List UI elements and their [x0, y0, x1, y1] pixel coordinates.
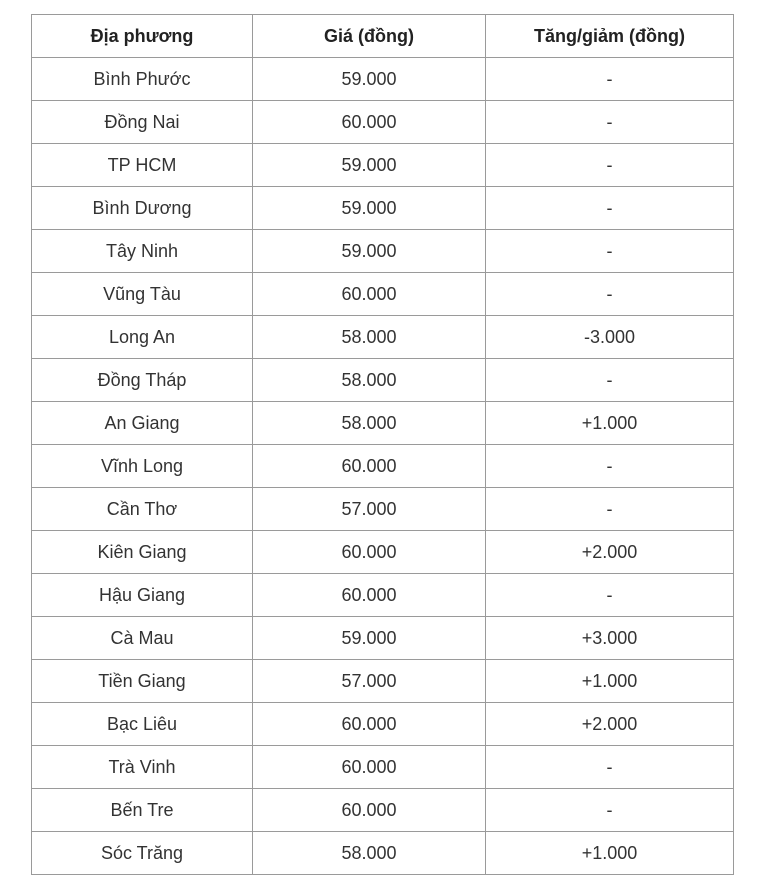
table-row — [32, 273, 734, 316]
table-row — [32, 746, 734, 789]
cell-change: - — [486, 101, 734, 144]
cell-change: - — [486, 574, 734, 617]
table-row — [32, 660, 734, 703]
cell-location: Cà Mau — [32, 617, 253, 660]
cell-price: 58.000 — [253, 402, 486, 445]
table-row — [32, 402, 734, 445]
cell-change: +1.000 — [486, 660, 734, 703]
cell-change: +2.000 — [486, 531, 734, 574]
cell-location: TP HCM — [32, 144, 253, 187]
table-row — [32, 703, 734, 746]
table-row — [32, 359, 734, 402]
table-row — [32, 101, 734, 144]
cell-location: Vũng Tàu — [32, 273, 253, 316]
cell-change: - — [486, 230, 734, 273]
cell-change: - — [486, 488, 734, 531]
cell-change: - — [486, 273, 734, 316]
header-price: Giá (đồng) — [253, 15, 486, 58]
cell-change: - — [486, 144, 734, 187]
cell-price: 59.000 — [253, 144, 486, 187]
table-row — [32, 144, 734, 187]
cell-price: 59.000 — [253, 187, 486, 230]
cell-price: 59.000 — [253, 58, 486, 101]
cell-location: Đồng Tháp — [32, 359, 253, 402]
cell-price: 57.000 — [253, 488, 486, 531]
cell-location: Bình Phước — [32, 58, 253, 101]
cell-change: +3.000 — [486, 617, 734, 660]
cell-price: 57.000 — [253, 660, 486, 703]
cell-change: - — [486, 789, 734, 832]
cell-location: Đồng Nai — [32, 101, 253, 144]
cell-price: 60.000 — [253, 703, 486, 746]
cell-location: Sóc Trăng — [32, 832, 253, 875]
table-row — [32, 789, 734, 832]
cell-location: Vĩnh Long — [32, 445, 253, 488]
cell-change: +1.000 — [486, 402, 734, 445]
table-row — [32, 832, 734, 875]
cell-location: Kiên Giang — [32, 531, 253, 574]
cell-change: - — [486, 58, 734, 101]
table-row — [32, 488, 734, 531]
cell-change: +1.000 — [486, 832, 734, 875]
table-row — [32, 531, 734, 574]
cell-change: - — [486, 746, 734, 789]
cell-location: Long An — [32, 316, 253, 359]
table-row — [32, 58, 734, 101]
cell-price: 59.000 — [253, 617, 486, 660]
cell-location: Tây Ninh — [32, 230, 253, 273]
cell-price: 60.000 — [253, 101, 486, 144]
cell-price: 60.000 — [253, 445, 486, 488]
cell-change: +2.000 — [486, 703, 734, 746]
table-row — [32, 316, 734, 359]
cell-change: - — [486, 445, 734, 488]
table-row — [32, 617, 734, 660]
cell-location: Hậu Giang — [32, 574, 253, 617]
cell-change: - — [486, 187, 734, 230]
table-row — [32, 230, 734, 273]
cell-location: An Giang — [32, 402, 253, 445]
cell-change: -3.000 — [486, 316, 734, 359]
cell-price: 58.000 — [253, 359, 486, 402]
cell-location: Bình Dương — [32, 187, 253, 230]
table-row — [32, 187, 734, 230]
cell-price: 58.000 — [253, 316, 486, 359]
cell-location: Tiền Giang — [32, 660, 253, 703]
cell-price: 60.000 — [253, 789, 486, 832]
price-table — [31, 14, 734, 875]
cell-location: Bến Tre — [32, 789, 253, 832]
cell-price: 59.000 — [253, 230, 486, 273]
table-row — [32, 445, 734, 488]
cell-price: 60.000 — [253, 531, 486, 574]
cell-location: Trà Vinh — [32, 746, 253, 789]
cell-price: 60.000 — [253, 273, 486, 316]
cell-location: Bạc Liêu — [32, 703, 253, 746]
header-row — [32, 15, 734, 58]
header-location: Địa phương — [32, 15, 253, 58]
header-change: Tăng/giảm (đồng) — [486, 15, 734, 58]
cell-price: 60.000 — [253, 746, 486, 789]
cell-change: - — [486, 359, 734, 402]
cell-price: 60.000 — [253, 574, 486, 617]
cell-location: Cần Thơ — [32, 488, 253, 531]
table-row — [32, 574, 734, 617]
cell-price: 58.000 — [253, 832, 486, 875]
